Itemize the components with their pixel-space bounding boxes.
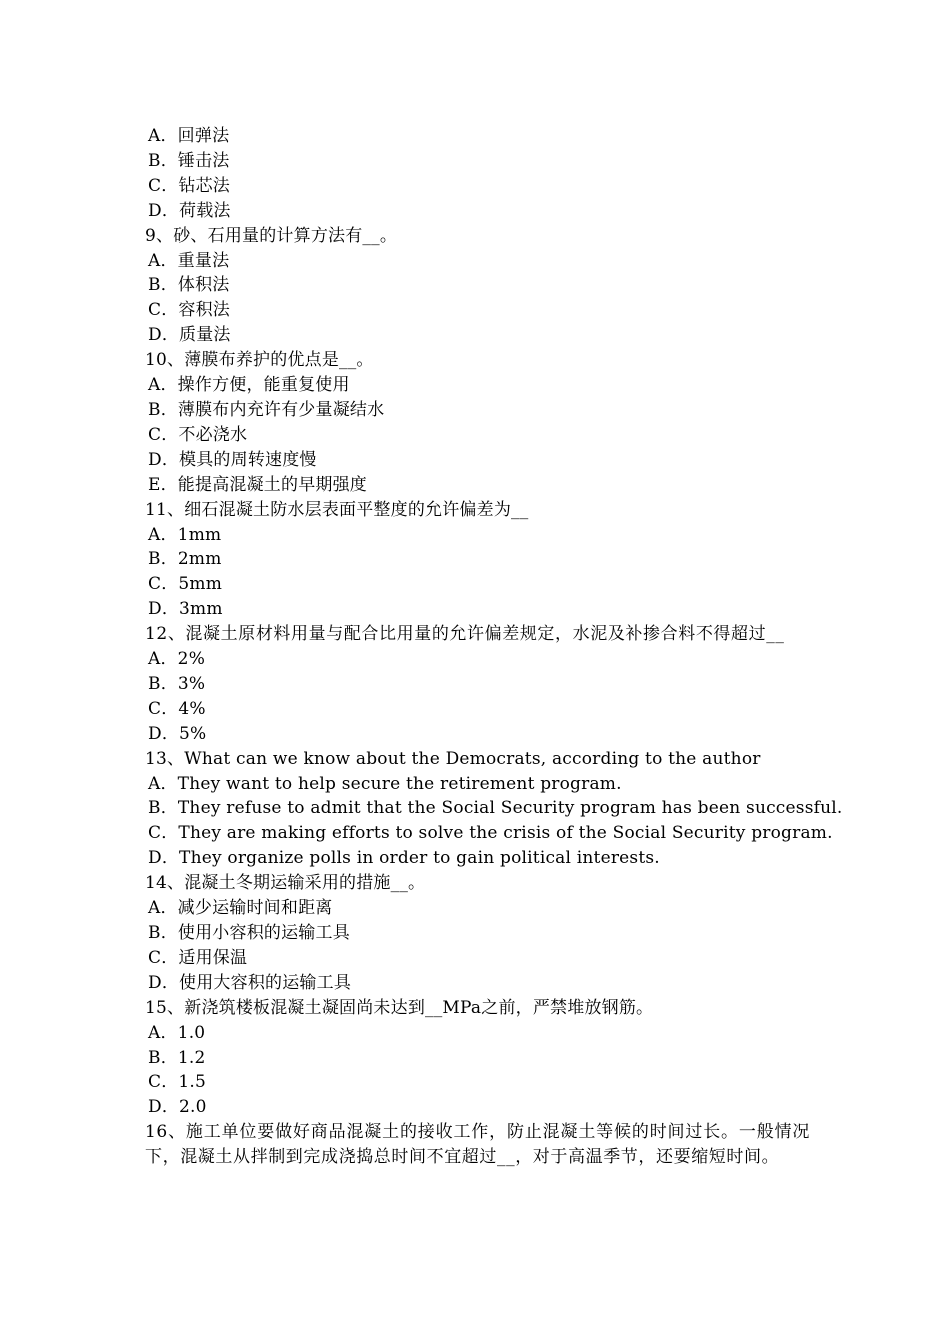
option-line: E．能提高混凝土的早期强度 xyxy=(148,474,368,495)
option-line: B．体积法 xyxy=(148,275,230,296)
option-line: D．They organize polls in order to gain political interests. xyxy=(148,848,660,869)
option-line: D．使用大容积的运输工具 xyxy=(148,972,352,993)
option-line: A．1.0 xyxy=(148,1022,206,1043)
option-line: A．操作方便，能重复使用 xyxy=(148,375,350,396)
question-12: 12、混凝土原材料用量与配合比用量的允许偏差规定，水泥及补掺合料不得超过__ xyxy=(145,624,785,645)
option-line: B．1.2 xyxy=(148,1047,206,1068)
question-13: 13、What can we know about the Democrats, according to the author xyxy=(145,748,761,769)
option-line: A．重量法 xyxy=(148,250,230,271)
option-line: C．容积法 xyxy=(148,300,231,321)
question-15: 15、新浇筑楼板混凝土凝固尚未达到__MPa之前，严禁堆放钢筋。 xyxy=(145,997,654,1018)
exam-questions xyxy=(145,124,843,1170)
option-line: A．2% xyxy=(148,649,206,670)
option-line: D．5% xyxy=(148,723,207,744)
question-16: 16、施工单位要做好商品混凝土的接收工作，防止混凝土等候的时间过长。一般情况下，混凝土从拌制到完成浇捣总时间不宜超过__，对于高温季节，还要缩短时间。 xyxy=(145,1122,810,1168)
option-line: A．They want to help secure the retirement program. xyxy=(148,773,622,794)
option-line: C．不必浇水 xyxy=(148,424,248,445)
option-line: B．薄膜布内充许有少量凝结水 xyxy=(148,399,385,420)
option-line: C．They are making efforts to solve the crisis of the Social Security program. xyxy=(148,823,833,844)
option-line: D．荷载法 xyxy=(148,200,231,221)
option-line: B．3% xyxy=(148,673,206,694)
option-line: B．锤击法 xyxy=(148,150,230,171)
option-line: B．They refuse to admit that the Social Security program has been successful. xyxy=(148,798,843,819)
question-14: 14、混凝土冬期运输采用的措施__。 xyxy=(145,873,426,894)
option-line: D．质量法 xyxy=(148,325,231,346)
option-line: A．减少运输时间和距离 xyxy=(148,898,333,919)
option-line: D．2.0 xyxy=(148,1097,207,1118)
option-line: C．4% xyxy=(148,698,206,719)
option-line: C．5mm xyxy=(148,574,223,595)
question-10: 10、薄膜布养护的优点是__。 xyxy=(145,350,374,371)
option-line: A．1mm xyxy=(148,524,222,545)
option-line: D．模具的周转速度慢 xyxy=(148,449,317,470)
option-line: C．适用保温 xyxy=(148,947,248,968)
question-11: 11、细石混凝土防水层表面平整度的允许偏差为__ xyxy=(145,499,529,520)
question-9: 9、砂、石用量的计算方法有__。 xyxy=(145,225,398,246)
option-line: D．3mm xyxy=(148,599,223,620)
option-line: B．2mm xyxy=(148,549,222,570)
option-line: A．回弹法 xyxy=(148,126,230,146)
option-line: C．钻芯法 xyxy=(148,175,231,196)
option-line: C．1.5 xyxy=(148,1072,207,1093)
option-line: B．使用小容积的运输工具 xyxy=(148,923,350,943)
